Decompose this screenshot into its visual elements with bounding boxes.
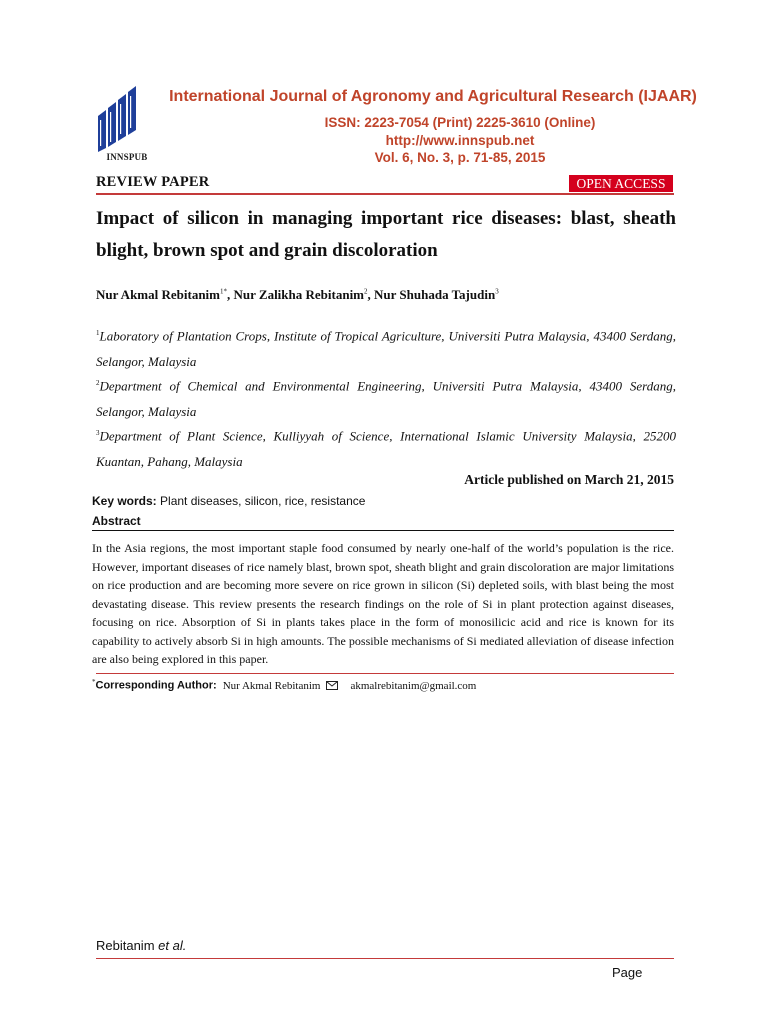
affiliation-text: Laboratory of Plantation Crops, Institute of Tropical Agriculture, Universiti Putra Malaysia, 43400 Serdang, Selangor, Malaysia: [96, 328, 676, 370]
author-mark: 3: [495, 287, 499, 296]
author-mark: 2: [364, 287, 368, 296]
author-separator: ,: [367, 287, 375, 302]
logo-text: INNSPUB: [106, 152, 148, 162]
open-access-badge: OPEN ACCESS: [569, 175, 673, 192]
footer-etal: et al.: [158, 938, 187, 953]
affiliation-mark: 1: [96, 329, 100, 337]
journal-title: International Journal of Agronomy and Agricultural Research (IJAAR): [169, 88, 697, 105]
envelope-icon: [326, 681, 338, 693]
running-footer: [96, 938, 186, 953]
keywords-label: Key words:: [92, 494, 157, 508]
author-list: [96, 287, 676, 303]
corresponding-author: [92, 678, 476, 693]
book-stack-icon: [96, 86, 158, 152]
affiliation: [96, 420, 676, 475]
author-name: Nur Zalikha Rebitanim: [233, 287, 365, 302]
affiliation-mark: 2: [96, 379, 100, 387]
author-separator: ,: [227, 287, 234, 302]
header-divider: [96, 193, 674, 195]
abstract-heading: Abstract: [92, 514, 141, 528]
corresponding-label: Corresponding Author:: [95, 679, 217, 692]
affiliation-mark: 3: [96, 429, 100, 437]
journal-issn: ISSN: 2223-7054 (Print) 2225-3610 (Online): [324, 115, 596, 130]
affiliation: [96, 320, 676, 375]
affiliation-text: Department of Chemical and Environmental Engineering, Universiti Putra Malaysia, 43400 Serdang, Selangor, Malaysia: [96, 378, 676, 420]
publication-date: Article published on March 21, 2015: [464, 472, 674, 487]
footer-author: Rebitanim: [96, 938, 155, 953]
corresponding-email[interactable]: akmalrebitanim@gmail.com: [350, 679, 477, 692]
page-label: Page: [612, 965, 643, 980]
journal-url[interactable]: http://www.innspub.net: [385, 133, 535, 148]
affiliation-text: Department of Plant Science, Kulliyyah of Science, International Islamic University Malaysia, 25200 Kuantan, Pahang, Malaysia: [96, 428, 676, 470]
footer-divider: [96, 958, 674, 959]
article-title: Impact of silicon in managing important rice diseases: blast, sheath blight, brown spot and grain discoloration: [96, 208, 676, 261]
keywords: [92, 494, 365, 508]
keywords-text: Plant diseases, silicon, rice, resistance: [160, 494, 366, 508]
article-type: REVIEW PAPER: [96, 174, 210, 190]
abstract-bottom-divider: [96, 673, 674, 674]
abstract-divider: [92, 530, 674, 531]
corresponding-name: Nur Akmal Rebitanim: [222, 679, 321, 692]
author-name: Nur Akmal Rebitanim: [96, 287, 220, 302]
affiliation: [96, 370, 676, 425]
corresponding-mark: *: [92, 678, 96, 686]
abstract-text: In the Asia regions, the most important staple food consumed by nearly one-half of the world’s population is the rice. However, important diseases of rice namely blast, brown spot, sheath blight and grain discoloration are major limitations on rice production and are becoming more severe on rice grown in silicon (Si) depleted soils, with blast being the most devastating disease. This review presents the research findings on the role of Si in plant protection against diseases, focusing on rice. Absorption of Si in plants takes place in the form of monosilicic acid and rice is known for its capability to actively absorb Si in high amounts. The possible mechanisms of Si mediated alleviation of disease infection are also being explored in this paper.: [92, 541, 674, 666]
author-name: Nur Shuhada Tajudin: [374, 287, 496, 302]
author-mark: 1*: [220, 287, 227, 296]
journal-volume: Vol. 6, No. 3, p. 71-85, 2015: [374, 150, 546, 165]
journal-logo: [96, 86, 158, 170]
